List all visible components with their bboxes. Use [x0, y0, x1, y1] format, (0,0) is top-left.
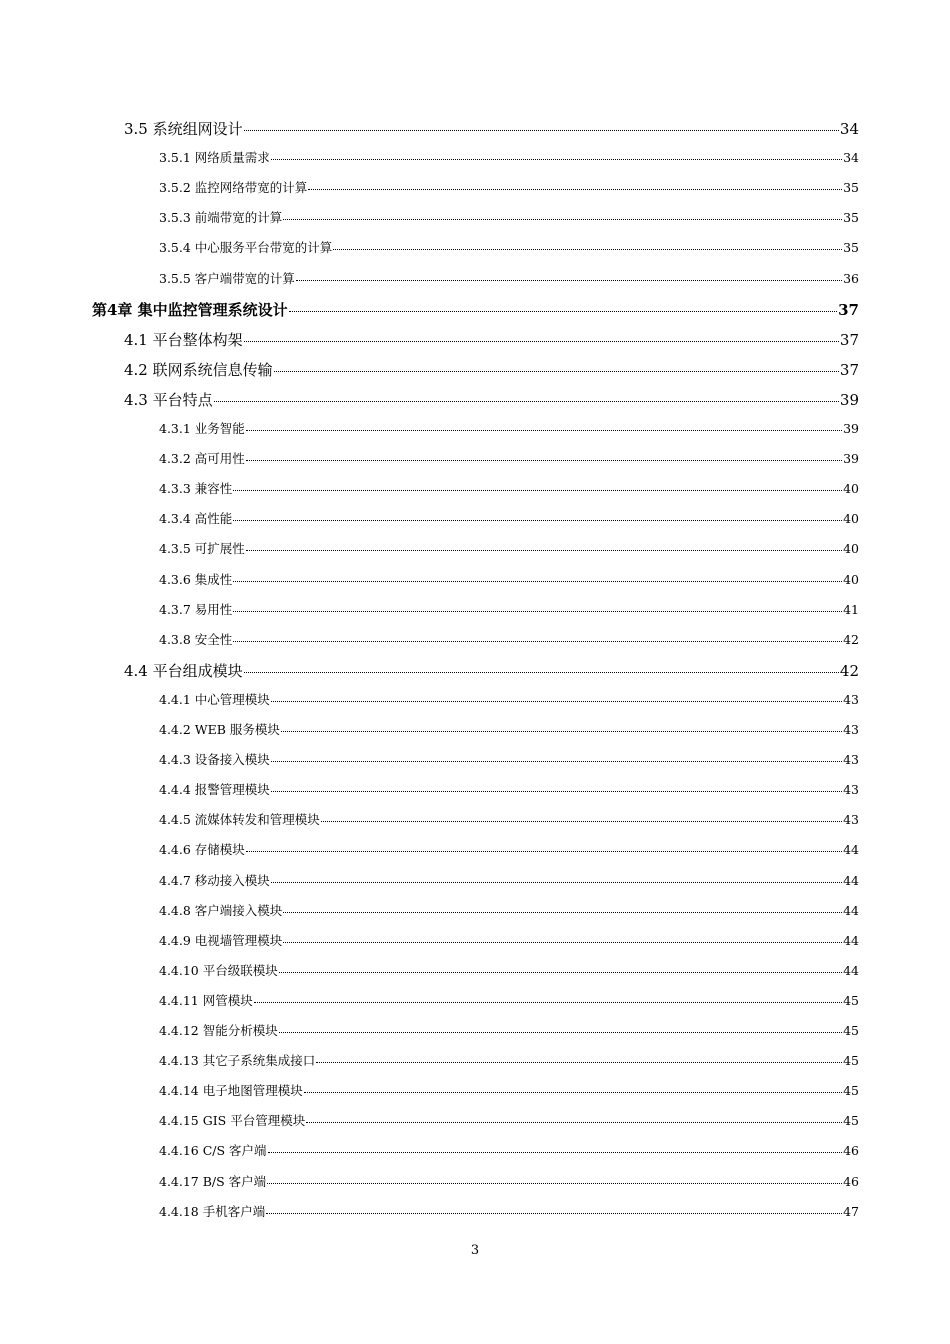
- toc-entry-title: 4.4.8 客户端接入模块: [159, 902, 283, 918]
- toc-entry-page: 40: [843, 571, 859, 587]
- toc-entry[interactable]: [159, 419, 859, 437]
- toc-entry-title: 4.4.12 智能分析模块: [159, 1023, 278, 1038]
- toc-entry[interactable]: [159, 810, 859, 828]
- toc-entry-title: 4.4.2 WEB 服务模块: [159, 722, 280, 737]
- toc-entry-title: 4.3.2 高可用性: [159, 451, 245, 467]
- toc-leader-dots: [271, 791, 842, 792]
- toc-entry[interactable]: [159, 449, 859, 467]
- toc-entry-page: 45: [843, 1053, 859, 1069]
- toc-entry-page: 39: [843, 451, 859, 467]
- toc-leader-dots: [244, 341, 839, 342]
- toc-entry[interactable]: [159, 1051, 859, 1069]
- toc-entry-title: 4.3.5 可扩展性: [159, 541, 245, 557]
- toc-leader-dots: [321, 821, 842, 822]
- toc-entry[interactable]: [159, 1111, 859, 1129]
- toc-entry-page: 45: [843, 1083, 859, 1099]
- toc-leader-dots: [254, 1002, 842, 1003]
- toc-leader-dots: [271, 761, 842, 762]
- toc-entry-title: 4.4.16 C/S 客户端: [159, 1143, 267, 1159]
- toc-leader-dots: [244, 130, 839, 131]
- toc-entry-title: 3.5.1 网络质量需求: [159, 150, 270, 166]
- toc-entry-page: 40: [843, 481, 859, 497]
- toc-entry-title: 3.5.2 监控网络带宽的计算: [159, 180, 308, 196]
- toc-entry[interactable]: [124, 660, 859, 681]
- toc-entry-title: 4.4.1 中心管理模块: [159, 691, 270, 707]
- toc-leader-dots: [333, 249, 842, 250]
- toc-leader-dots: [274, 371, 839, 372]
- toc-entry-page: 35: [843, 180, 859, 196]
- toc-leader-dots: [233, 611, 842, 612]
- toc-entry-page: 34: [843, 150, 859, 166]
- toc-entry-title: 4.4.9 电视墙管理模块: [159, 932, 283, 948]
- toc-entry-page: 39: [843, 421, 859, 436]
- toc-entry-page: 43: [843, 782, 859, 798]
- toc-entry[interactable]: [159, 690, 859, 708]
- toc-leader-dots: [279, 1032, 842, 1033]
- toc-entry-page: 42: [843, 631, 859, 647]
- toc-entry-page: 37: [838, 300, 859, 319]
- toc-entry[interactable]: [124, 329, 859, 350]
- toc-entry-page: 39: [839, 390, 859, 409]
- toc-entry-page: 40: [843, 511, 859, 527]
- toc-entry[interactable]: [159, 600, 859, 618]
- toc-leader-dots: [246, 460, 842, 461]
- toc-entry-page: 37: [839, 330, 859, 349]
- toc-entry-title: 4.4.7 移动接入模块: [159, 872, 270, 888]
- toc-leader-dots: [233, 641, 842, 642]
- toc-entry-page: 43: [843, 812, 859, 828]
- toc-entry[interactable]: [159, 148, 859, 166]
- toc-entry-title: 4.4.13 其它子系统集成接口: [159, 1053, 316, 1069]
- toc-entry-title: 4.4 平台组成模块: [124, 661, 243, 680]
- toc-entry[interactable]: [159, 269, 859, 287]
- page-number: 3: [470, 1243, 480, 1258]
- toc-leader-dots: [214, 401, 839, 402]
- toc-leader-dots: [268, 1152, 843, 1153]
- toc-entry-title: 4.4.3 设备接入模块: [159, 752, 270, 768]
- toc-entry[interactable]: [159, 931, 859, 949]
- toc-leader-dots: [271, 701, 842, 702]
- toc-entry-title: 4.4.14 电子地图管理模块: [159, 1083, 303, 1099]
- toc-entry[interactable]: [159, 630, 859, 648]
- toc-leader-dots: [233, 520, 842, 521]
- toc-leader-dots: [279, 972, 842, 973]
- toc-entry-page: 40: [843, 541, 859, 557]
- toc-entry-title: 4.4.17 B/S 客户端: [159, 1173, 267, 1189]
- toc-leader-dots: [289, 311, 837, 312]
- toc-entry[interactable]: [159, 539, 859, 557]
- toc-leader-dots: [246, 851, 842, 852]
- toc-entry-title: 4.2 联网系统信息传输: [124, 360, 273, 379]
- toc-entry[interactable]: [92, 299, 859, 320]
- toc-entry-page: 45: [843, 1113, 859, 1129]
- toc-entry-page: 44: [843, 842, 859, 858]
- toc-leader-dots: [267, 1183, 842, 1184]
- toc-entry-page: 43: [843, 722, 859, 737]
- toc-entry-title: 4.3.4 高性能: [159, 511, 233, 527]
- toc-entry[interactable]: [159, 1081, 859, 1099]
- toc-entry-title: 4.4.11 网管模块: [159, 992, 253, 1008]
- toc-entry-title: 4.3.8 安全性: [159, 631, 233, 647]
- toc-entry[interactable]: [159, 1141, 859, 1159]
- toc-entry-title: 4.4.10 平台级联模块: [159, 962, 278, 978]
- toc-leader-dots: [283, 912, 842, 913]
- toc-entry-page: 46: [843, 1143, 859, 1159]
- toc-entry[interactable]: [159, 901, 859, 919]
- toc-entry-title: 4.4.5 流媒体转发和管理模块: [159, 812, 320, 828]
- toc-entry-title: 4.3.3 兼容性: [159, 481, 233, 497]
- toc-entry-title: 4.4.4 报警管理模块: [159, 782, 270, 798]
- toc-leader-dots: [316, 1062, 842, 1063]
- toc-entry-title: 4.3.7 易用性: [159, 601, 233, 617]
- toc-leader-dots: [283, 942, 842, 943]
- toc-entry[interactable]: [124, 389, 859, 410]
- toc-entry-page: 41: [843, 601, 859, 617]
- toc-entry[interactable]: [159, 509, 859, 527]
- toc-entry[interactable]: [159, 479, 859, 497]
- toc-leader-dots: [281, 731, 842, 732]
- toc-entry-page: 43: [843, 752, 859, 768]
- toc-entry-page: 44: [843, 872, 859, 888]
- toc-entry-title: 4.3.1 业务智能: [159, 421, 245, 436]
- toc-entry-title: 第4章 集中监控管理系统设计: [92, 300, 288, 319]
- toc-entry-page: 44: [843, 932, 859, 948]
- toc-entry-page: 36: [843, 270, 859, 286]
- toc-entry[interactable]: [159, 871, 859, 889]
- toc-entry-page: 43: [843, 691, 859, 707]
- toc-entry-page: 34: [839, 120, 859, 138]
- toc-leader-dots: [233, 581, 842, 582]
- toc-entry[interactable]: [159, 178, 859, 196]
- toc-entry[interactable]: [124, 359, 859, 380]
- toc-entry[interactable]: [124, 118, 859, 139]
- toc-leader-dots: [283, 219, 842, 220]
- toc-entry[interactable]: [159, 1021, 859, 1039]
- toc-entry-title: 4.1 平台整体构架: [124, 330, 243, 349]
- toc-entry-title: 4.3.6 集成性: [159, 571, 233, 587]
- toc-entry[interactable]: [159, 208, 859, 226]
- toc-leader-dots: [233, 490, 842, 491]
- toc-leader-dots: [304, 1092, 842, 1093]
- toc-leader-dots: [244, 672, 839, 673]
- toc-leader-dots: [306, 1122, 842, 1123]
- toc-entry[interactable]: [159, 991, 859, 1009]
- toc-entry-title: 3.5.5 客户端带宽的计算: [159, 270, 295, 286]
- toc-entry-page: 45: [843, 992, 859, 1008]
- toc-entry-title: 4.4.15 GIS 平台管理模块: [159, 1113, 306, 1129]
- toc-entry-page: 45: [843, 1023, 859, 1038]
- toc-entry[interactable]: [159, 570, 859, 588]
- toc-entry[interactable]: [159, 1202, 859, 1220]
- toc-entry-title: 3.5.3 前端带宽的计算: [159, 210, 283, 226]
- toc-entry-title: 3.5.4 中心服务平台带宽的计算: [159, 240, 333, 256]
- toc-entry[interactable]: [159, 238, 859, 256]
- toc-entry-page: 42: [839, 661, 859, 680]
- toc-entry-title: 4.4.6 存储模块: [159, 842, 245, 858]
- toc-entry[interactable]: [159, 750, 859, 768]
- toc-leader-dots: [271, 882, 842, 883]
- toc-entry[interactable]: [159, 720, 859, 738]
- toc-leader-dots: [246, 430, 842, 431]
- toc-entry-page: 44: [843, 962, 859, 978]
- toc-entry-title: 4.4.18 手机客户端: [159, 1203, 266, 1219]
- toc-entry-page: 44: [843, 902, 859, 918]
- toc-leader-dots: [271, 159, 842, 160]
- toc-entry-page: 46: [843, 1173, 859, 1189]
- toc-leader-dots: [308, 189, 842, 190]
- toc-entry-page: 35: [843, 240, 859, 256]
- toc-entry-page: 47: [843, 1203, 859, 1219]
- toc-entry-title: 3.5 系统组网设计: [124, 120, 243, 138]
- toc-entry-page: 35: [843, 210, 859, 226]
- toc-entry-title: 4.3 平台特点: [124, 390, 213, 409]
- toc-entry[interactable]: [159, 961, 859, 979]
- toc-leader-dots: [296, 280, 842, 281]
- toc-entry-page: 37: [839, 360, 859, 379]
- toc-leader-dots: [246, 550, 842, 551]
- toc-entry[interactable]: [159, 840, 859, 858]
- toc-entry[interactable]: [159, 1172, 859, 1190]
- toc-entry[interactable]: [159, 780, 859, 798]
- toc-leader-dots: [266, 1213, 842, 1214]
